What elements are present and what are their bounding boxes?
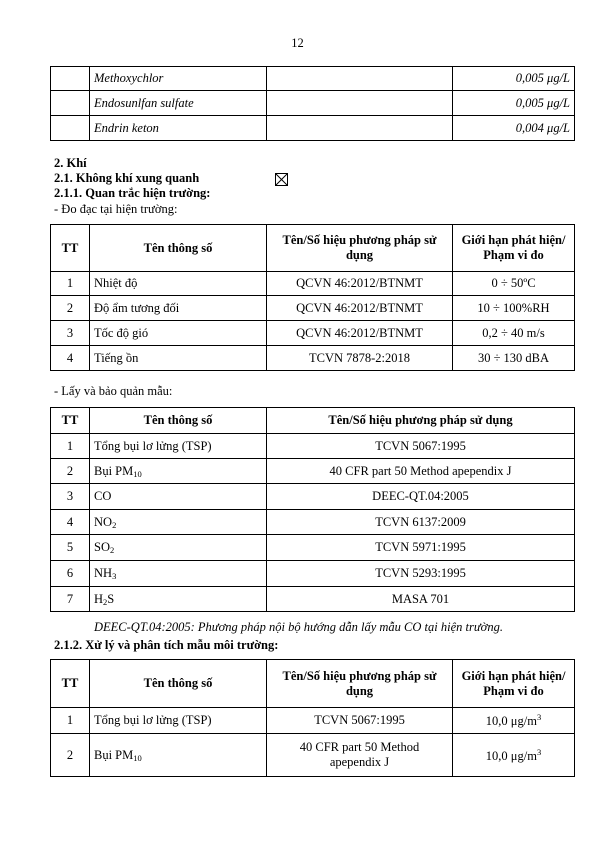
limit-cell: 10,0 $\mu g/m^3$ [453, 708, 575, 734]
checkbox-icon [275, 173, 288, 186]
table-row [51, 484, 575, 510]
table-row [51, 510, 575, 535]
param-cell: Tốc độ gió [90, 321, 267, 346]
method-cell: DEEC-QT.04:2005 [267, 484, 575, 510]
tt-cell: 5 [51, 535, 90, 561]
param-cell: $SO_2$ [90, 535, 267, 561]
param-cell: $H_2S$ [90, 587, 267, 612]
limit-cell: 0,2 ÷ 40 m/s [453, 321, 575, 346]
tt-cell: 1 [51, 434, 90, 459]
method-cell: MASA 701 [267, 587, 575, 612]
table-header-row [51, 408, 575, 434]
section-heading: 2.1.1. Quan trắc hiện trường: [54, 186, 211, 200]
param-cell: Methoxychlor [90, 67, 267, 91]
table-row [51, 272, 575, 296]
param-cell: Tiếng ồn [90, 346, 267, 371]
section-heading: 2. Khí [54, 156, 87, 170]
param-cell: $NO_2$ [90, 510, 267, 535]
tt-cell: 7 [51, 587, 90, 612]
section-heading: 2.1.2. Xử lý và phân tích mẫu môi trường: [54, 638, 279, 652]
table-row [51, 346, 575, 371]
tt-cell: 2 [51, 296, 90, 321]
header-limit: Giới hạn phát hiện/ Phạm vi đo [453, 225, 575, 272]
param-cell: Endrin keton [90, 116, 267, 141]
limit-cell: 0,005 μg/L [453, 91, 575, 116]
tt-cell: 2 [51, 459, 90, 484]
param-cell: Tổng bụi lơ lửng (TSP) [90, 434, 267, 459]
table-row [51, 116, 575, 141]
table-row [51, 296, 575, 321]
limit-cell: 10,0 $\mu g/m^3$ [453, 734, 575, 777]
limit-cell: 10 ÷ 100%RH [453, 296, 575, 321]
tt-cell: 3 [51, 321, 90, 346]
tt-cell: 4 [51, 510, 90, 535]
method-cell: TCVN 5067:1995 [267, 708, 453, 734]
subsection-label: - Đo đạc tại hiện trường: [54, 202, 178, 216]
method-cell [267, 91, 453, 116]
tt-cell: 1 [51, 708, 90, 734]
table-header-row [51, 660, 575, 708]
limit-cell: 0,005 μg/L [453, 67, 575, 91]
limit-cell: 0 ÷ 50ºC [453, 272, 575, 296]
method-cell: TCVN 5067:1995 [267, 434, 575, 459]
method-cell: QCVN 46:2012/BTNMT [267, 272, 453, 296]
method-cell: TCVN 5971:1995 [267, 535, 575, 561]
header-method: Tên/Số hiệu phương pháp sử dụng [267, 225, 453, 272]
method-cell: 40 CFR part 50 Method apependix J [267, 734, 453, 777]
tt-cell: 3 [51, 484, 90, 510]
page-number: 12 [291, 36, 304, 50]
table-row [51, 67, 575, 91]
param-cell: Bụi $PM_{10}$ [90, 734, 267, 777]
param-cell: Endosunlfan sulfate [90, 91, 267, 116]
header-tt: TT [51, 660, 90, 708]
section-heading: 2.1. Không khí xung quanh [54, 171, 200, 185]
pesticide-table [50, 66, 575, 141]
tt-cell: 1 [51, 272, 90, 296]
method-cell [267, 67, 453, 91]
table-row [51, 434, 575, 459]
param-cell: Nhiệt độ [90, 272, 267, 296]
header-limit: Giới hạn phát hiện/ Phạm vi đo [453, 660, 575, 708]
method-cell: TCVN 5293:1995 [267, 561, 575, 587]
tt-cell: 4 [51, 346, 90, 371]
tt-cell: 6 [51, 561, 90, 587]
method-cell: QCVN 46:2012/BTNMT [267, 296, 453, 321]
param-cell: CO [90, 484, 267, 510]
method-cell: TCVN 7878-2:2018 [267, 346, 453, 371]
header-param: Tên thông số [90, 660, 267, 708]
table-row [51, 91, 575, 116]
param-cell: Tổng bụi lơ lửng (TSP) [90, 708, 267, 734]
header-param: Tên thông số [90, 408, 267, 434]
tt-cell: 2 [51, 734, 90, 777]
param-cell: Độ ẩm tương đối [90, 296, 267, 321]
header-method: Tên/Số hiệu phương pháp sử dụng [267, 408, 575, 434]
param-cell: $NH_3$ [90, 561, 267, 587]
table-row [51, 734, 575, 777]
limit-cell: 30 ÷ 130 dBA [453, 346, 575, 371]
table-row [51, 321, 575, 346]
header-tt: TT [51, 225, 90, 272]
method-cell: TCVN 6137:2009 [267, 510, 575, 535]
header-tt: TT [51, 408, 90, 434]
field-measurement-table [50, 224, 575, 371]
method-cell: QCVN 46:2012/BTNMT [267, 321, 453, 346]
header-param: Tên thông số [90, 225, 267, 272]
table-row [51, 535, 575, 561]
param-cell: Bụi $PM_{10}$ [90, 459, 267, 484]
table-row [51, 459, 575, 484]
method-note: DEEC-QT.04:2005: Phương pháp nội bộ hướng dẫn lấy mẫu CO tại hiện trường. [94, 620, 503, 634]
subsection-label: - Lấy và bảo quản mẫu: [54, 384, 173, 398]
table-header-row [51, 225, 575, 272]
sampling-table [50, 407, 575, 612]
table-row [51, 587, 575, 612]
limit-cell: 0,004 μg/L [453, 116, 575, 141]
table-row [51, 708, 575, 734]
method-cell [267, 116, 453, 141]
header-method: Tên/Số hiệu phương pháp sử dụng [267, 660, 453, 708]
table-row [51, 561, 575, 587]
method-cell: 40 CFR part 50 Method apependix J [267, 459, 575, 484]
analysis-table [50, 659, 575, 777]
